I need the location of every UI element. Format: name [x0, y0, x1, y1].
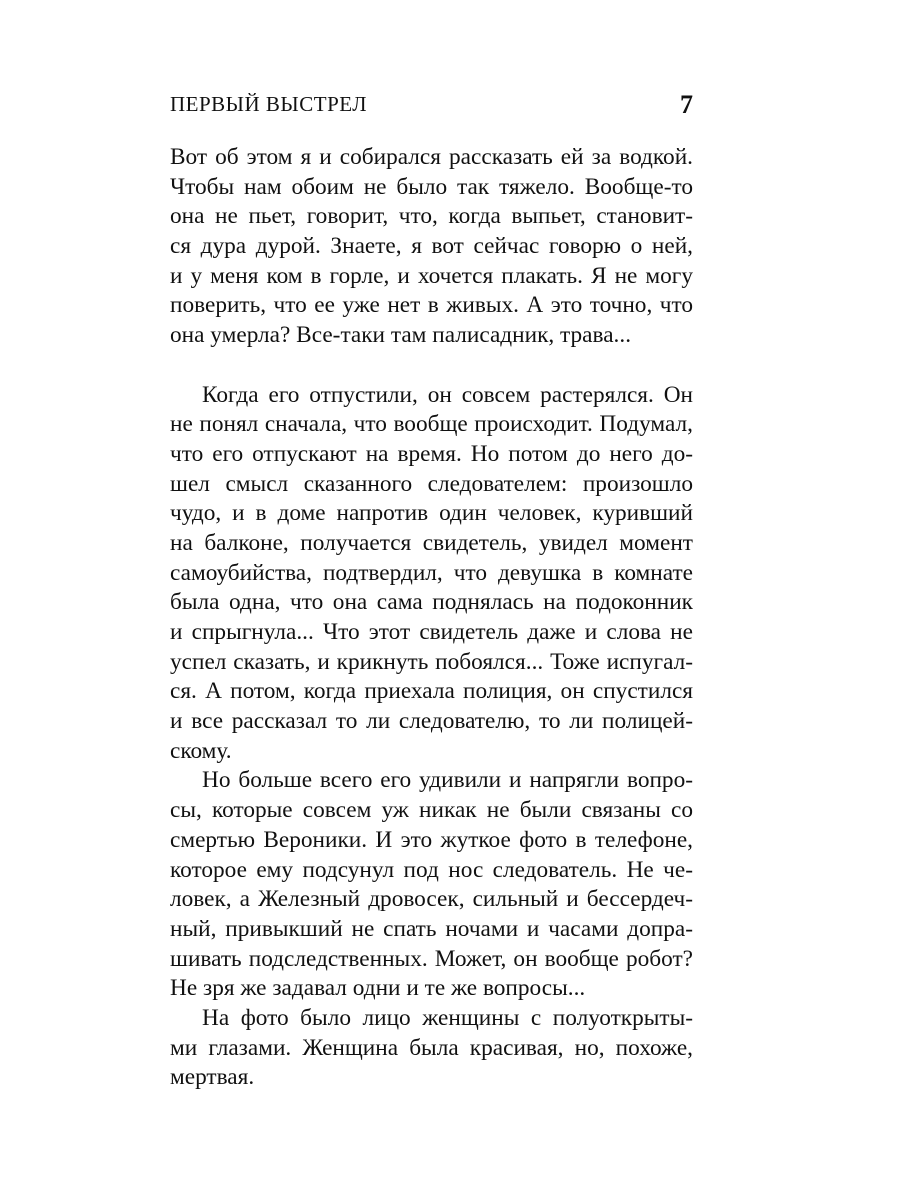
- text-line: скому.: [170, 737, 232, 764]
- running-title: ПЕРВЫЙ ВЫСТРЕЛ: [170, 92, 368, 116]
- paragraph-4: [170, 1004, 693, 1093]
- text-line: на балконе, получается свидетель, увидел момент: [170, 529, 693, 556]
- text-line: Но больше всего его удивили и напрягли вопро-: [202, 767, 693, 794]
- text-line: и у меня ком в горле, и хочется плакать. Я не могу: [170, 262, 693, 289]
- paragraph-3: [170, 766, 693, 1004]
- text-line: она не пьет, говорит, что, когда выпьет, становит-: [170, 203, 693, 230]
- text-line: ся. А потом, когда приехала полиция, он спустился: [170, 678, 693, 705]
- text-line: успел сказать, и крикнуть побоялся... Тоже испугал-: [170, 648, 693, 675]
- text-line: Не зря же задавал одни и те же вопросы...: [170, 975, 586, 1002]
- text-line: шел смысл сказанного следователем: произошло: [170, 470, 693, 497]
- text-line: что его отпускают на время. Но потом до него до-: [170, 440, 693, 467]
- text-line: Когда его отпустили, он совсем растерялся. Он: [202, 381, 693, 408]
- text-line: Чтобы нам обоим не было так тяжело. Вообще-то: [170, 173, 693, 200]
- text-line: Вот об этом я и собирался рассказать ей за водкой.: [170, 144, 693, 170]
- page-number: 7: [680, 90, 693, 119]
- text-line: чудо, и в доме напротив один человек, куривший: [170, 500, 693, 527]
- section-break: [170, 351, 693, 381]
- running-header: [170, 90, 693, 120]
- paragraph-2: [170, 381, 693, 767]
- text-line: и все рассказал то ли следователю, то ли полицей-: [170, 708, 693, 735]
- text-line: ловек, а Железный дровосек, сильный и бессердеч-: [170, 886, 693, 913]
- text-line: мертвая.: [170, 1064, 255, 1091]
- text-line: смертью Вероники. И это жуткое фото в телефоне,: [170, 826, 693, 853]
- body-text: [170, 143, 693, 1093]
- text-line: ся дура дурой. Знаете, я вот сейчас говорю о ней,: [170, 233, 693, 260]
- text-line: поверить, что ее уже нет в живых. А это точно, что: [170, 292, 693, 319]
- text-line: которое ему подсунул под нос следователь. Не че-: [170, 856, 693, 883]
- text-line: сы, которые совсем уж никак не были связаны со: [170, 797, 693, 824]
- text-line: ми глазами. Женщина была красивая, но, похоже,: [170, 1034, 693, 1061]
- text-line: была одна, что она сама поднялась на подоконник: [170, 589, 693, 616]
- paragraph-1: [170, 143, 693, 351]
- text-line: самоубийства, подтвердил, что девушка в комнате: [170, 559, 693, 586]
- text-line: не понял сначала, что вообще происходит. Подумал,: [170, 411, 693, 438]
- text-line: ный, привыкший не спать ночами и часами допра-: [170, 915, 693, 942]
- text-line: она умерла? Все-таки там палисадник, трава...: [170, 322, 632, 349]
- text-line: и спрыгнула... Что этот свидетель даже и слова не: [170, 619, 693, 645]
- text-line: На фото было лицо женщины с полуоткрыты-: [202, 1004, 693, 1031]
- text-line: шивать подследственных. Может, он вообще робот?: [170, 945, 693, 972]
